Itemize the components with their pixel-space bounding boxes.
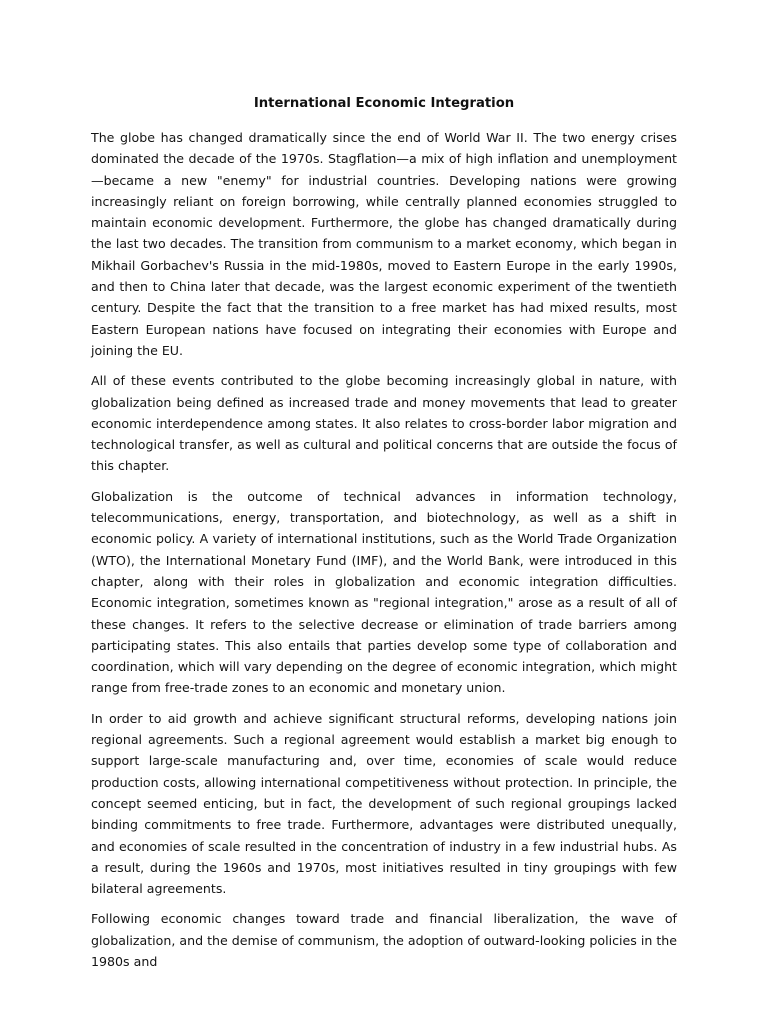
paragraph-3: Globalization is the outcome of technical advances in information technology, telecommunications, energy, transportation, and biotechnology, as well as a shift in economic policy. A variety of international institutions, such as the World Trade Organization (WTO), the International Monetary Fund (IMF), and the World Bank, were introduced in this chapter, along with their roles in globalization and economic integration difficulties. Economic integration, sometimes known as "regional integration," arose as a result of all of these changes. It refers to the selective decrease or elimination of trade barriers among participating states. This also entails that parties develop some type of collaboration and coordination, which will vary depending on the degree of economic integration, which might range from free-trade zones to an economic and monetary union. xyxy=(91,488,677,696)
paragraph-2: All of these events contributed to the globe becoming increasingly global in nature, with globalization being defined as increased trade and money movements that lead to greater economic interdependence among states. It also relates to cross-border labor migration and technological transfer, as well as cultural and political concerns that are outside the focus of this chapter. xyxy=(91,373,677,474)
page-title: International Economic Integration xyxy=(253,96,515,111)
paragraph-4: In order to aid growth and achieve significant structural reforms, developing nations join regional agreements. Such a regional agreement would establish a market big enough to support large-scale manufacturing and, over time, economies of scale would reduce production costs, allowing international competitiveness without protection. In principle, the concept seemed enticing, but in fact, the development of such regional groupings lacked binding commitments to free trade. Furthermore, advantages were distributed unequally, and economies of scale resulted in the concentration of industry in a few industrial hubs. As a result, during the 1960s and 1970s, most initiatives resulted in tiny groupings with few bilateral agreements. xyxy=(91,710,677,897)
document-body xyxy=(91,127,677,981)
paragraph-1: The globe has changed dramatically since the end of World War II. The two energy crises dominated the decade of the 1970s. Stagflation—a mix of high inflation and unemployment—became a new "enemy" for industrial countries. Developing nations were growing increasingly reliant on foreign borrowing, while centrally planned economies struggled to maintain economic development. Furthermore, the globe has changed dramatically during the last two decades. The transition from communism to a market economy, which began in Mikhail Gorbachev's Russia in the mid-1980s, moved to Eastern Europe in the early 1990s, and then to China later that decade, was the largest economic experiment of the twentieth century. Despite the fact that the transition to a free market has had mixed results, most Eastern European nations have focused on integrating their economies with Europe and joining the EU. xyxy=(91,130,677,358)
paragraph-5: Following economic changes toward trade and financial liberalization, the wave of globalization, and the demise of communism, the adoption of outward-looking policies in the 1980s and xyxy=(91,911,677,969)
